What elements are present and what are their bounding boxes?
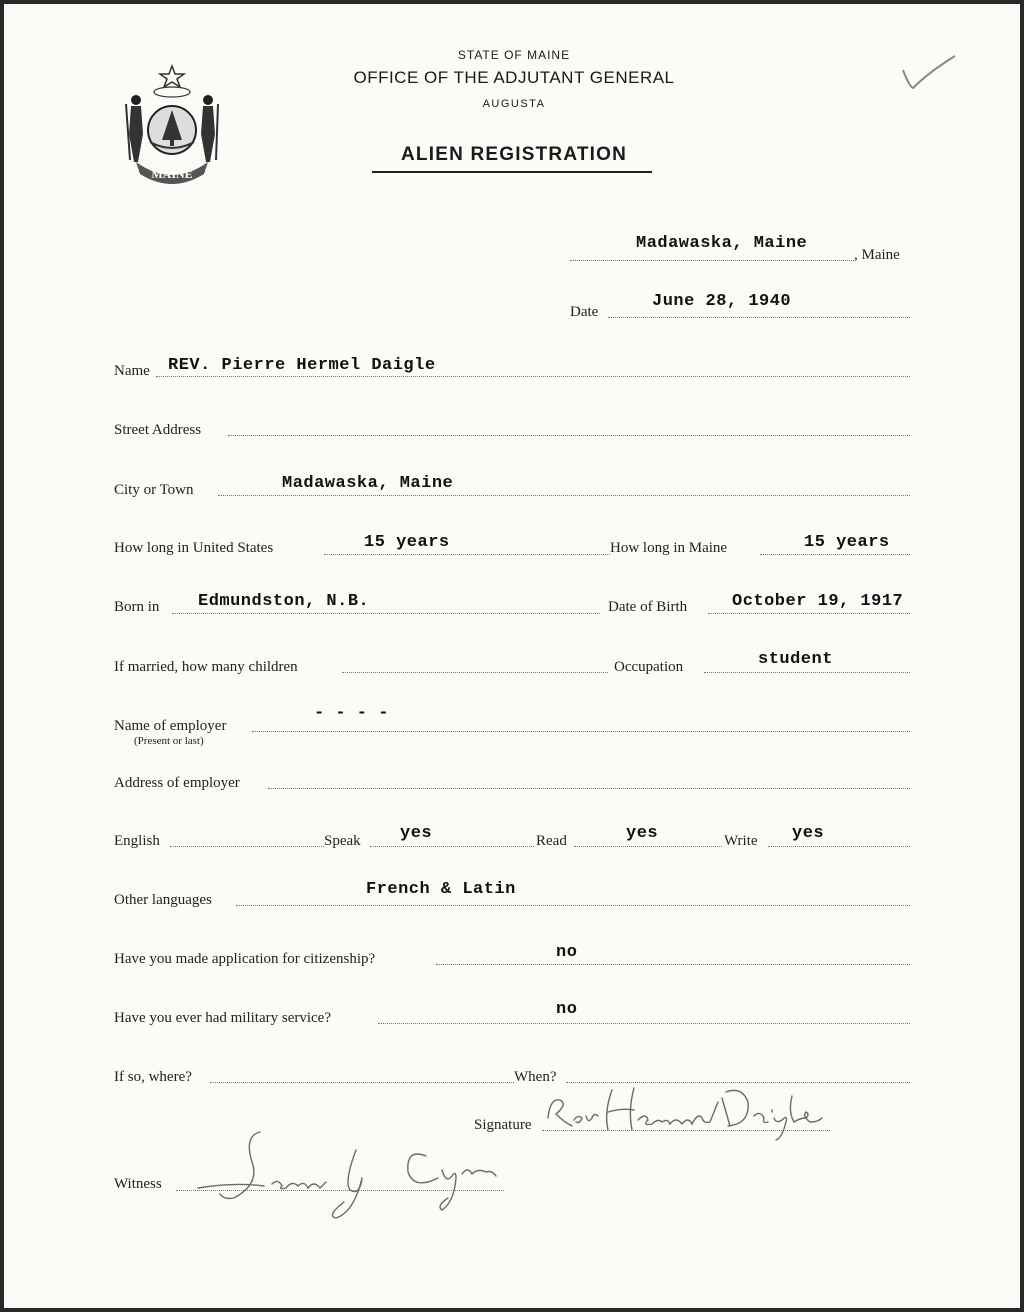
date-label: Date: [570, 304, 599, 320]
where-line: [210, 1082, 514, 1083]
read-label: Read: [536, 833, 567, 849]
state-of-maine-seal: [116, 62, 228, 190]
born-in-value[interactable]: Edmundston, N.B.: [198, 592, 370, 611]
dob-label: Date of Birth: [608, 599, 688, 615]
street-line: [228, 435, 910, 436]
maine-time-label: How long in Maine: [610, 540, 728, 556]
english-label: English: [114, 833, 160, 849]
english-line: [170, 846, 324, 847]
date-value[interactable]: June 28, 1940: [652, 292, 792, 311]
write-value[interactable]: yes: [792, 824, 825, 843]
witness-label: Witness: [114, 1176, 162, 1192]
seal-banner: MAINE: [151, 167, 193, 181]
children-line: [342, 672, 608, 673]
speak-label: Speak: [324, 833, 361, 849]
maine-time-value[interactable]: 15 years: [804, 533, 890, 552]
state-heading: STATE OF MAINE: [457, 48, 571, 62]
place-line: [570, 260, 854, 261]
other-languages-label: Other languages: [114, 892, 212, 908]
employer-address-label: Address of employer: [114, 775, 240, 791]
city-value[interactable]: Madawaska, Maine: [282, 474, 454, 493]
citizenship-line: [436, 964, 910, 965]
dob-value[interactable]: October 19, 1917: [732, 592, 904, 611]
citizenship-value[interactable]: no: [556, 943, 578, 962]
signature-label: Signature: [474, 1117, 532, 1133]
where-label: If so, where?: [114, 1069, 192, 1085]
employer-value[interactable]: - - - -: [314, 704, 389, 723]
name-label: Name: [114, 363, 150, 379]
employer-sublabel: (Present or last): [134, 735, 204, 747]
us-time-label: How long in United States: [114, 540, 274, 556]
signature-handwriting: [542, 1082, 832, 1148]
name-line: [156, 376, 910, 377]
occupation-value[interactable]: student: [758, 650, 833, 669]
witness-handwriting: [194, 1122, 514, 1222]
street-label: Street Address: [114, 422, 202, 438]
employer-address-line: [268, 788, 910, 789]
born-in-label: Born in: [114, 599, 160, 615]
read-value[interactable]: yes: [626, 824, 659, 843]
children-label: If married, how many children: [114, 659, 298, 675]
city-heading: AUGUSTA: [482, 98, 546, 110]
other-languages-line: [236, 905, 910, 906]
form-title: ALIEN REGISTRATION: [400, 144, 628, 165]
write-label: Write: [724, 833, 758, 849]
occupation-line: [704, 672, 910, 673]
military-value[interactable]: no: [556, 1000, 578, 1019]
employer-label: Name of employer: [114, 718, 227, 734]
born-in-line: [172, 613, 600, 614]
read-line: [574, 846, 722, 847]
checkmark-icon: [899, 52, 959, 92]
write-line: [768, 846, 910, 847]
dob-line: [708, 613, 910, 614]
military-line: [378, 1023, 910, 1024]
occupation-label: Occupation: [614, 659, 684, 675]
military-label: Have you ever had military service?: [114, 1010, 331, 1026]
place-suffix: , Maine: [854, 247, 900, 263]
speak-line: [370, 846, 534, 847]
citizenship-label: Have you made application for citizenship?: [114, 951, 376, 967]
office-heading: OFFICE OF THE ADJUTANT GENERAL: [353, 68, 675, 87]
speak-value[interactable]: yes: [400, 824, 433, 843]
maine-time-line: [760, 554, 910, 555]
employer-line: [252, 731, 910, 732]
city-label: City or Town: [114, 482, 194, 498]
place-value[interactable]: Madawaska, Maine: [636, 234, 808, 253]
title-underline: [372, 171, 652, 173]
date-line: [608, 317, 910, 318]
city-line: [218, 495, 910, 496]
when-label: When?: [514, 1069, 557, 1085]
other-languages-value[interactable]: French & Latin: [366, 880, 516, 899]
name-value[interactable]: REV. Pierre Hermel Daigle: [168, 356, 436, 375]
us-time-line: [324, 554, 610, 555]
us-time-value[interactable]: 15 years: [364, 533, 450, 552]
alien-registration-form: [4, 4, 1020, 1308]
